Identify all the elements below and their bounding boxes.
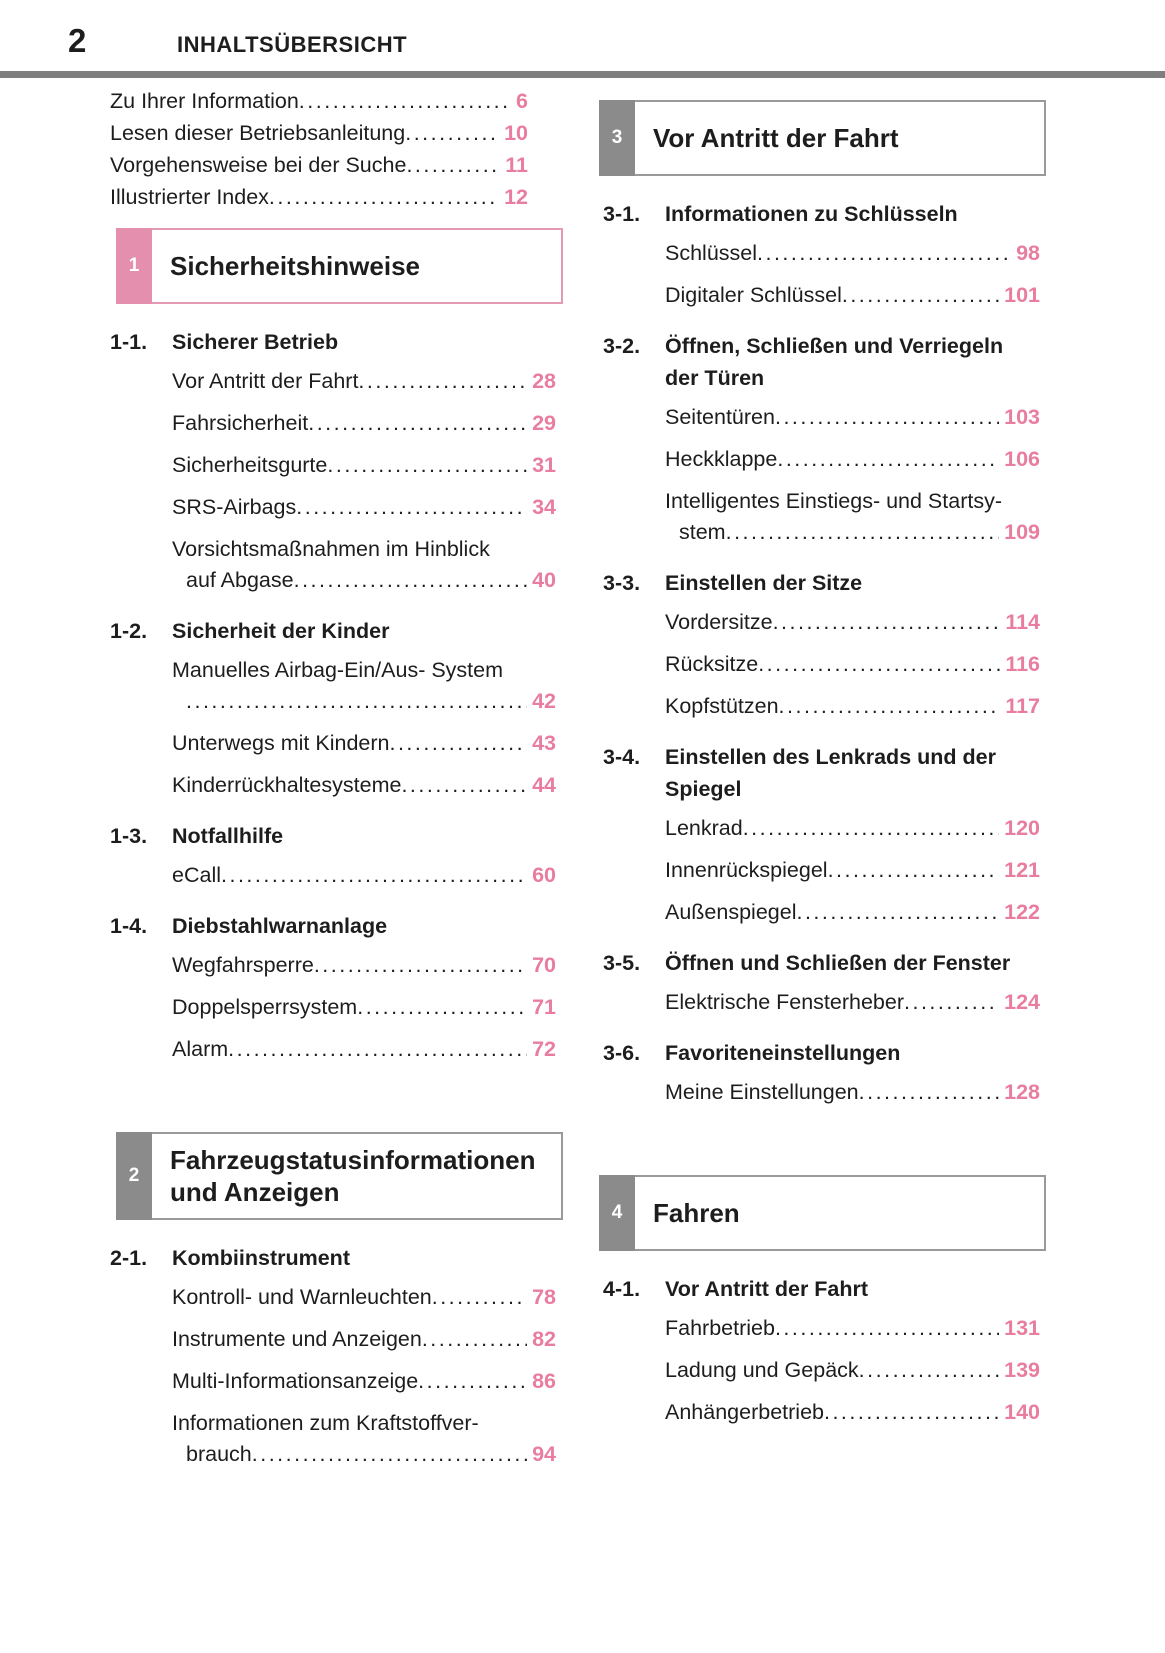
entry-label: Unterwegs mit Kindern — [172, 731, 390, 755]
entry-label: Kopfstützen — [665, 694, 779, 718]
chapter-box-1 — [116, 228, 563, 304]
dot-leader — [859, 1081, 999, 1103]
toc-column-left — [110, 90, 556, 1465]
dot-leader — [824, 1401, 999, 1423]
section-number: 3-2. — [603, 334, 641, 358]
section-title: Notfallhilfe — [172, 824, 284, 848]
toc-entry[interactable] — [665, 1081, 1040, 1103]
page-ref: 29 — [532, 411, 556, 435]
section-title: Kombiinstrument — [172, 1246, 350, 1270]
entry-label: Multi-Informationsanzeige — [172, 1369, 419, 1393]
page-ref: 116 — [1005, 652, 1040, 676]
page-ref: 122 — [1004, 900, 1040, 924]
toc-entry[interactable] — [172, 996, 556, 1018]
toc-entry[interactable] — [110, 122, 528, 144]
dot-leader — [904, 991, 999, 1013]
toc-entry[interactable] — [665, 406, 1040, 428]
dot-leader — [859, 1359, 999, 1381]
page-ref: 131 — [1004, 1316, 1040, 1340]
toc-entry[interactable] — [665, 901, 1040, 923]
toc-entry[interactable] — [665, 991, 1040, 1013]
entry-label: Kinderrückhaltesysteme — [172, 773, 402, 797]
toc-entry[interactable] — [172, 1328, 556, 1350]
page-ref: 117 — [1005, 694, 1040, 718]
section-heading-1-4 — [110, 910, 556, 942]
section-heading-3-6 — [599, 1037, 1040, 1069]
dot-leader — [228, 1038, 527, 1060]
entry-label: Intelligentes Einstiegs- und Startsy- — [665, 489, 1002, 513]
page-ref: 98 — [1016, 241, 1040, 265]
toc-entry[interactable] — [172, 412, 556, 434]
chapter-number-tab: 3 — [599, 100, 635, 176]
chapter-title: Fahrzeugstatusinformationen und Anzeigen — [170, 1145, 536, 1207]
dot-leader — [296, 496, 527, 518]
section-heading-1-2 — [110, 615, 556, 647]
toc-entry[interactable] — [110, 154, 528, 176]
page-ref: 34 — [532, 495, 556, 519]
entry-label: stem — [679, 520, 726, 544]
entry-label: Digitaler Schlüssel — [665, 283, 842, 307]
entry-label: Vorsichtsmaßnahmen im Hinblick — [172, 537, 490, 561]
section-number: 3-3. — [603, 571, 641, 595]
dot-leader — [221, 864, 527, 886]
toc-entry[interactable] — [665, 448, 1040, 470]
dot-leader — [773, 611, 1001, 633]
entry-label: Alarm — [172, 1037, 229, 1061]
dot-leader — [294, 569, 527, 591]
entry-label: Doppelsperrsystem — [172, 995, 358, 1019]
page-ref: 28 — [532, 369, 556, 393]
entry-label: Seitentüren — [665, 405, 775, 429]
toc-entry[interactable] — [172, 774, 556, 796]
page-title: INHALTSÜBERSICHT — [177, 32, 408, 57]
page-ref: 114 — [1005, 610, 1040, 634]
section-title: Sicherer Betrieb — [172, 330, 339, 354]
page-ref: 6 — [516, 89, 528, 113]
page-ref: 106 — [1004, 447, 1040, 471]
toc-entry[interactable] — [599, 490, 1040, 543]
chapter-title: Sicherheitshinweise — [170, 251, 420, 281]
page-ref: 86 — [532, 1369, 556, 1393]
dot-leader — [743, 817, 999, 839]
page-ref: 124 — [1004, 990, 1040, 1014]
toc-entry[interactable] — [665, 695, 1040, 717]
toc-entry[interactable] — [110, 90, 528, 112]
page-ref: 101 — [1004, 283, 1040, 307]
page-ref: 44 — [532, 773, 556, 797]
entry-label: Wegfahrsperre — [172, 953, 314, 977]
toc-entry[interactable] — [665, 1401, 1040, 1423]
page-ref: 71 — [532, 995, 556, 1019]
dot-leader — [422, 1328, 527, 1350]
toc-entry[interactable] — [665, 611, 1040, 633]
page-ref: 82 — [532, 1327, 556, 1351]
section-number: 2-1. — [110, 1246, 148, 1270]
toc-entry[interactable] — [665, 653, 1040, 675]
entry-label: Sicherheitsgurte — [172, 453, 328, 477]
section-number: 4-1. — [603, 1277, 641, 1301]
section-heading-3-1 — [599, 198, 1040, 230]
dot-leader — [406, 154, 500, 176]
page-ref: 72 — [532, 1037, 556, 1061]
dot-leader — [252, 1443, 527, 1465]
entry-label: Elektrische Fensterheber — [665, 990, 904, 1014]
toc-entry[interactable] — [172, 370, 556, 392]
dot-leader — [758, 653, 1000, 675]
dot-leader — [757, 242, 1011, 264]
toc-entry[interactable] — [172, 1286, 556, 1308]
chapter-box-4 — [599, 1175, 1046, 1251]
section-number: 1-4. — [110, 914, 148, 938]
entry-label: Schlüssel — [665, 241, 758, 265]
chapter-box-3 — [599, 100, 1046, 176]
section-heading-1-3 — [110, 820, 556, 852]
entry-label: Anhängerbetrieb — [665, 1400, 824, 1424]
section-heading-3-4 — [599, 741, 1040, 805]
dot-leader — [779, 695, 1001, 717]
section-title: Öffnen und Schließen der Fenster — [665, 951, 1011, 975]
toc-entry[interactable] — [172, 454, 556, 476]
entry-label: Instrumente und Anzeigen — [172, 1327, 422, 1351]
entry-label: Fahrsicherheit — [172, 411, 309, 435]
section-heading-1-1 — [110, 326, 556, 358]
section-title: Vor Antritt der Fahrt — [665, 1277, 869, 1301]
header-rule — [0, 71, 1165, 78]
entry-label: Lenkrad — [665, 816, 743, 840]
entry-label: Rücksitze — [665, 652, 759, 676]
entry-label: Innenrückspiegel — [665, 858, 828, 882]
entry-label: Heckklappe — [665, 447, 778, 471]
toc-entry[interactable] — [665, 1317, 1040, 1339]
page-ref: 43 — [532, 731, 556, 755]
dot-leader — [775, 1317, 999, 1339]
dot-leader — [418, 1370, 527, 1392]
chapter-number-tab: 4 — [599, 1175, 635, 1251]
entry-label: Ladung und Gepäck — [665, 1358, 859, 1382]
toc-entry[interactable] — [172, 954, 556, 976]
chapter-title: Vor Antritt der Fahrt — [653, 123, 899, 153]
toc-entry[interactable] — [172, 496, 556, 518]
toc-entry[interactable] — [110, 186, 528, 208]
chapter-number-tab: 1 — [116, 228, 152, 304]
page-ref: 60 — [532, 863, 556, 887]
dot-leader — [796, 901, 999, 923]
section-title: Einstellen der Sitze — [665, 571, 863, 595]
section-number: 1-3. — [110, 824, 148, 848]
entry-label: auf Abgase — [186, 568, 294, 592]
dot-leader — [777, 448, 999, 470]
toc-entry[interactable] — [110, 659, 556, 712]
section-heading-3-2 — [599, 330, 1040, 394]
dot-leader — [828, 859, 1000, 881]
section-title: Favoriteneinstellungen — [665, 1041, 901, 1065]
page-ref: 70 — [532, 953, 556, 977]
toc-entry[interactable] — [172, 732, 556, 754]
dot-leader — [401, 774, 527, 796]
entry-label: SRS-Airbags — [172, 495, 297, 519]
entry-label: Außenspiegel — [665, 900, 797, 924]
dot-leader — [186, 690, 527, 712]
page-ref: 40 — [532, 568, 556, 592]
chapter-title: Fahren — [653, 1198, 740, 1228]
page-ref: 103 — [1004, 405, 1040, 429]
toc-entry[interactable] — [665, 1359, 1040, 1381]
dot-leader — [314, 954, 527, 976]
section-number: 3-1. — [603, 202, 641, 226]
toc-entry[interactable] — [665, 817, 1040, 839]
toc-entry[interactable] — [665, 284, 1040, 306]
dot-leader — [432, 1286, 527, 1308]
dot-leader — [308, 412, 527, 434]
entry-label: Informationen zum Kraftstoffver- — [172, 1411, 479, 1435]
toc-entry[interactable] — [172, 864, 556, 886]
page-ref: 128 — [1004, 1080, 1040, 1104]
section-number: 1-1. — [110, 330, 148, 354]
page-ref: 12 — [504, 185, 528, 209]
toc-entry[interactable] — [110, 538, 556, 591]
entry-label: Zu Ihrer Information — [110, 89, 299, 113]
entry-label: Kontroll- und Warnleuchten — [172, 1285, 432, 1309]
section-heading-2-1 — [110, 1242, 556, 1274]
section-number: 3-5. — [603, 951, 641, 975]
section-heading-4-1 — [599, 1273, 1040, 1305]
page-ref: 10 — [504, 121, 528, 145]
entry-label: Meine Einstellungen — [665, 1080, 859, 1104]
toc-entry[interactable] — [665, 859, 1040, 881]
chapter-box-2 — [116, 1132, 563, 1220]
section-title: Diebstahlwarnanlage — [172, 914, 388, 938]
page-ref: 121 — [1004, 858, 1040, 882]
entry-label: brauch — [186, 1442, 252, 1466]
dot-leader — [775, 406, 999, 428]
page-ref: 78 — [532, 1285, 556, 1309]
section-title: Informationen zu Schlüsseln — [665, 202, 958, 226]
section-title: Sicherheit der Kinder — [172, 619, 390, 643]
dot-leader — [389, 732, 527, 754]
page-number: 2 — [68, 22, 87, 59]
section-heading-3-5 — [599, 947, 1040, 979]
page-ref: 42 — [532, 689, 556, 713]
page-ref: 139 — [1004, 1358, 1040, 1382]
toc-entry[interactable] — [665, 242, 1040, 264]
page-ref: 120 — [1004, 816, 1040, 840]
dot-leader — [405, 122, 499, 144]
toc-column-right — [599, 100, 1040, 1423]
dot-leader — [269, 186, 499, 208]
page-ref: 109 — [1004, 520, 1040, 544]
page-ref: 140 — [1004, 1400, 1040, 1424]
section-title: Einstellen des Lenkrads und der Spiegel — [665, 745, 996, 801]
entry-label: eCall — [172, 863, 221, 887]
dot-leader — [327, 454, 527, 476]
page-ref: 11 — [505, 153, 528, 177]
entry-label: Lesen dieser Betriebsanleitung — [110, 121, 406, 145]
entry-label: Fahrbetrieb — [665, 1316, 775, 1340]
section-heading-3-3 — [599, 567, 1040, 599]
page-ref: 31 — [532, 453, 556, 477]
dot-leader — [842, 284, 999, 306]
entry-label: Vorgehensweise bei der Suche — [110, 153, 407, 177]
toc-entry[interactable] — [110, 1412, 556, 1465]
dot-leader — [299, 90, 511, 112]
entry-label: Vor Antritt der Fahrt — [172, 369, 359, 393]
section-number: 3-6. — [603, 1041, 641, 1065]
toc-entry[interactable] — [172, 1370, 556, 1392]
section-number: 3-4. — [603, 745, 641, 769]
entry-label: Illustrierter Index — [110, 185, 269, 209]
toc-entry[interactable] — [172, 1038, 556, 1060]
page-ref: 94 — [532, 1442, 556, 1466]
section-title: Öffnen, Schließen und Verriegeln der Türen — [665, 334, 1004, 390]
chapter-number-tab: 2 — [116, 1132, 152, 1220]
entry-label: Manuelles Airbag-Ein/Aus- System — [172, 658, 504, 682]
intro-entries — [110, 90, 556, 208]
dot-leader — [726, 521, 1000, 543]
entry-label: Vordersitze — [665, 610, 773, 634]
dot-leader — [357, 996, 527, 1018]
dot-leader — [358, 370, 527, 392]
section-number: 1-2. — [110, 619, 148, 643]
